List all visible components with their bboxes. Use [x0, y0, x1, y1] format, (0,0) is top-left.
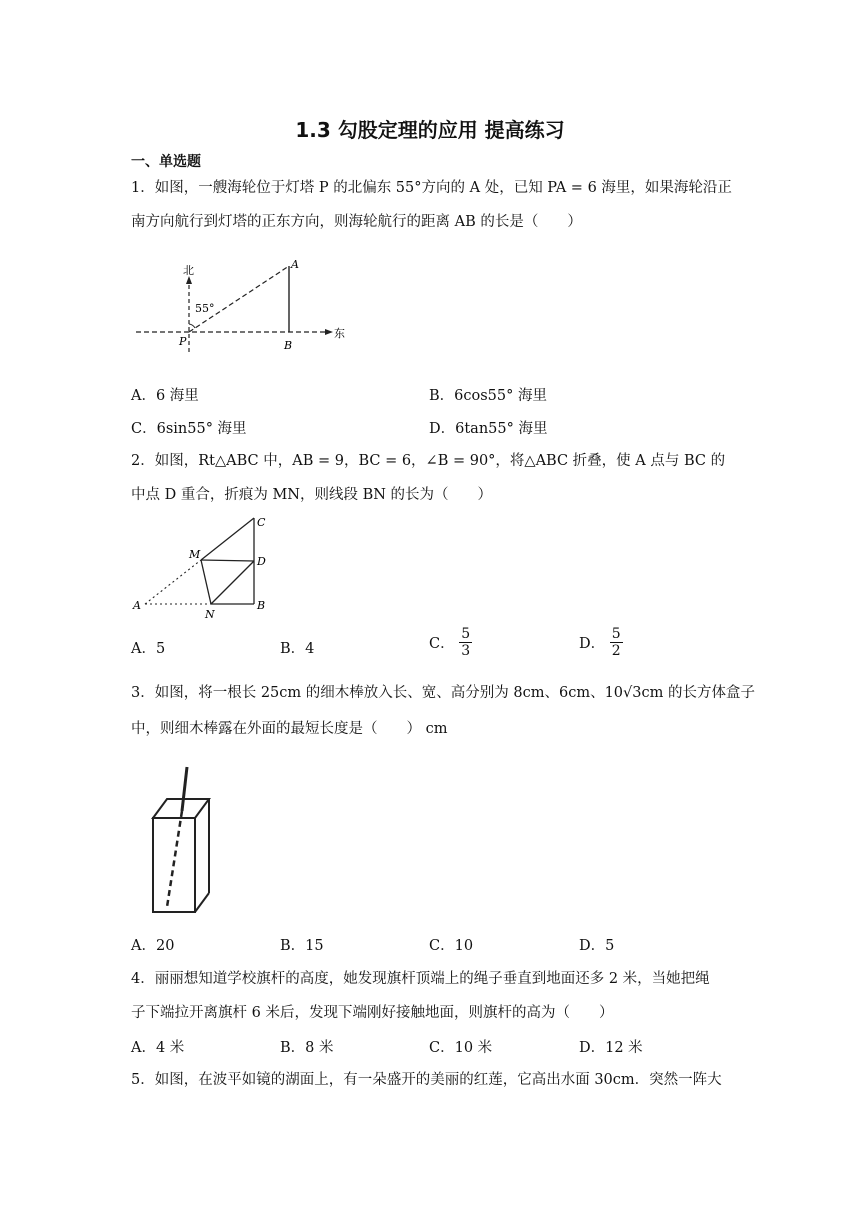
- q2-option-c: [429, 626, 472, 659]
- q2-option-b: B．4: [280, 641, 315, 657]
- q2-label-A: A: [133, 599, 141, 612]
- q4-option-c: C．10 米: [429, 1040, 493, 1056]
- q1-option-b: B．6cos55° 海里: [429, 388, 547, 404]
- page-title: 1.3 勾股定理的应用 提高练习: [295, 118, 565, 142]
- q1-option-a: A．6 海里: [131, 388, 199, 404]
- q4-line-2: 子下端拉开离旗杆 6 米后，发现下端刚好接触地面，则旗杆的高为（ ）: [131, 1005, 614, 1021]
- q3-option-d: D．5: [579, 938, 615, 954]
- q1-figure: [131, 256, 371, 356]
- q4-option-a: A．4 米: [131, 1040, 185, 1056]
- q1-angle-label: 55°: [195, 302, 215, 315]
- q1-east-label: 东: [334, 327, 345, 340]
- q5-line-1: 5．如图，在波平如镜的湖面上，有一朵盛开的美丽的红莲，它高出水面 30cm．突然一阵大: [131, 1072, 722, 1088]
- q1-option-d: D．6tan55° 海里: [429, 421, 548, 437]
- q1-north-label: 北: [183, 264, 194, 277]
- q1-label-A: A: [291, 258, 299, 271]
- q1-line-1: 1．如图，一艘海轮位于灯塔 P 的北偏东 55°方向的 A 处，已知 PA = 6 海里，如果海轮沿正: [131, 180, 732, 196]
- q1-label-B: B: [284, 339, 293, 352]
- q2-label-M: M: [189, 548, 201, 561]
- q3-option-c: C．10: [429, 938, 474, 954]
- q2-label-C: C: [257, 516, 266, 529]
- q2-option-d-fraction: [610, 626, 623, 659]
- q2-option-d: [579, 626, 623, 659]
- q2-line-2: 中点 D 重合，折痕为 MN，则线段 BN 的长为（ ）: [131, 487, 493, 503]
- q2-option-a: A．5: [131, 641, 166, 657]
- q2-figure: [131, 512, 281, 622]
- q2-option-c-fraction: [459, 626, 472, 659]
- q2-label-N: N: [205, 608, 215, 621]
- q3-line-1: 3．如图，将一根长 25cm 的细木棒放入长、宽、高分别为 8cm、6cm、10√3cm 的长方体盒子: [131, 685, 755, 701]
- q4-line-1: 4．丽丽想知道学校旗杆的高度，她发现旗杆顶端上的绳子垂直到地面还多 2 米，当她把绳: [131, 971, 710, 987]
- q2-line-1: 2．如图，Rt△ABC 中，AB = 9，BC = 6，∠B = 90°，将△ABC 折叠，使 A 点与 BC 的: [131, 453, 726, 469]
- q2-option-c-letter: C．: [429, 636, 455, 652]
- q2-label-D: D: [257, 555, 266, 568]
- q2-label-B: B: [257, 599, 266, 612]
- q3-option-b: B．15: [280, 938, 324, 954]
- q3-line-2: 中，则细木棒露在外面的最短长度是（ ） cm: [131, 721, 448, 737]
- q2-fraction-c-den: 3: [461, 643, 471, 659]
- q4-option-d: D．12 米: [579, 1040, 643, 1056]
- section-heading: 一、单选题: [131, 154, 201, 170]
- q1-option-c: C．6sin55° 海里: [131, 421, 247, 437]
- q3-option-a: A．20: [131, 938, 175, 954]
- q4-option-b: B．8 米: [280, 1040, 334, 1056]
- q3-figure: [131, 755, 241, 920]
- q2-option-d-letter: D．: [579, 636, 606, 652]
- q1-line-2: 南方向航行到灯塔的正东方向，则海轮航行的距离 AB 的长是（ ）: [131, 214, 582, 230]
- q2-fraction-d-den: 2: [611, 643, 621, 659]
- q2-fraction-d-num: 5: [611, 626, 621, 642]
- q2-fraction-c-num: 5: [461, 626, 471, 642]
- q1-label-P: P: [179, 335, 187, 348]
